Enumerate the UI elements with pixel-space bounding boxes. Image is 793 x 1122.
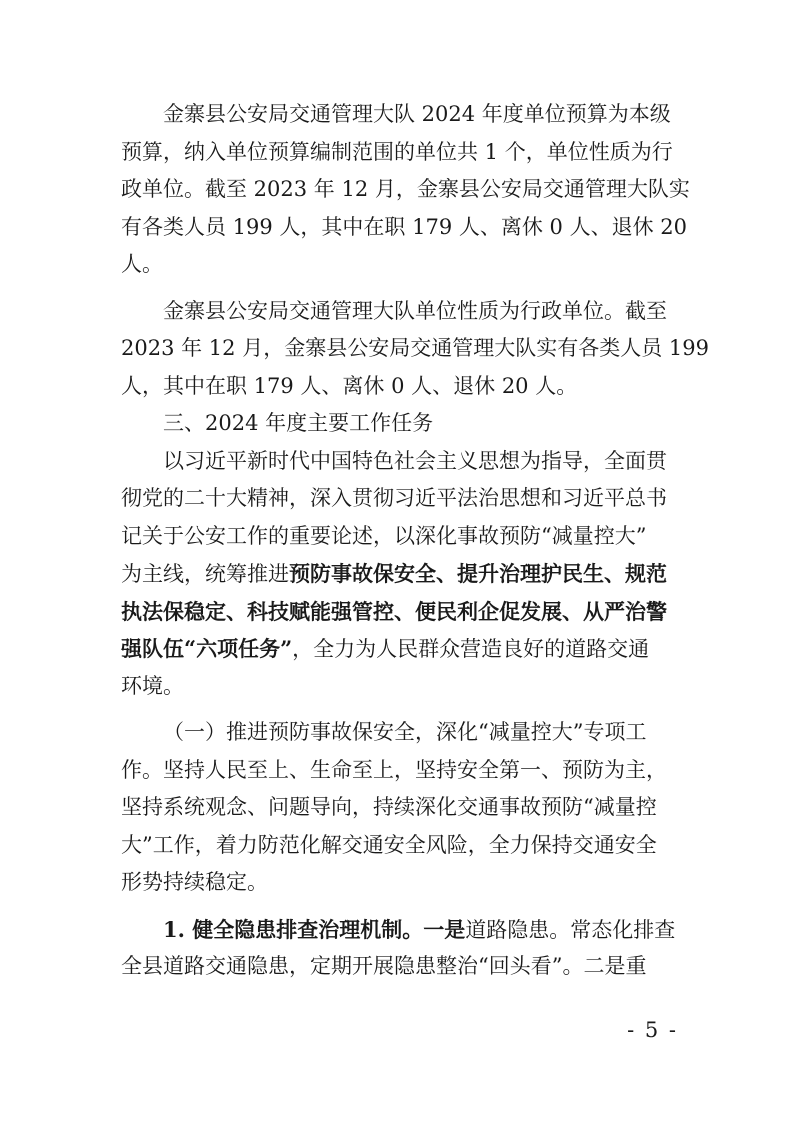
text-span: 作。坚持人民至上、生命至上，坚持安全第一、预防为主， (121, 757, 667, 782)
text-line (121, 293, 674, 331)
text-line (121, 948, 674, 986)
text-line (121, 330, 709, 368)
text-span: 全县道路交通隐患，定期开展隐患整治“回头看”。二是重 (121, 954, 647, 978)
text-line (121, 714, 674, 752)
text-span: 道路隐患。常态化排查 (465, 917, 676, 942)
text-span: 金寨县公安局交通管理大队 2024 年度单位预算为本级 (163, 102, 671, 126)
text-span: 2023 年 12 月，金寨县公安局交通管理大队实有各类人员 199 (121, 336, 709, 360)
page-number: - 5 - (627, 1018, 678, 1042)
text-span: 人，其中在职 179 人、离休 0 人、退休 20 人。 (121, 373, 578, 398)
bold-text-span: 强队伍“六项任务” (121, 636, 293, 661)
text-span: 记关于公安工作的重要论述，以深化事故预防“减量控大” (121, 523, 647, 548)
bold-text-span: 执法保稳定、科技赋能强管控、便民利企促发展、从严治警 (121, 598, 667, 624)
text-line (121, 593, 674, 631)
text-line (121, 555, 674, 593)
text-span: 人。 (121, 252, 163, 276)
text-line (121, 171, 690, 209)
text-line (121, 518, 674, 556)
text-line (121, 368, 674, 406)
text-line (121, 209, 687, 247)
paragraph-unit-nature (121, 293, 709, 406)
paragraph-budget-overview (121, 96, 690, 284)
page-content (121, 96, 709, 986)
text-line (121, 480, 674, 518)
paragraph-hazard-mechanism (121, 911, 674, 986)
text-span: 有各类人员 199 人，其中在职 179 人、离休 0 人、退休 20 (121, 214, 687, 239)
paragraph-accident-prevention (121, 714, 674, 902)
text-line (121, 827, 674, 865)
text-line (121, 443, 674, 481)
text-line (121, 134, 674, 172)
section-heading-main-tasks (121, 405, 674, 443)
text-line (121, 752, 674, 790)
text-line (121, 96, 674, 134)
text-span: 形势持续稳定。 (121, 870, 268, 894)
text-span: 政单位。截至 2023 年 12 月，金寨县公安局交通管理大队实 (121, 177, 690, 201)
text-line (121, 630, 674, 668)
text-line (121, 246, 674, 284)
text-span: 大”工作，着力防范化解交通安全风险，全力保持交通安全 (121, 832, 657, 857)
text-span: 预算，纳入单位预算编制范围的单位共 1 个，单位性质为行 (121, 139, 673, 164)
text-line (121, 864, 674, 902)
text-span: （一）推进预防事故保安全，深化“减量控大”专项工 (163, 720, 647, 744)
text-line (121, 911, 674, 949)
text-span: 坚持系统观念、问题导向，持续深化交通事故预防“减量控 (121, 795, 657, 819)
text-span: 金寨县公安局交通管理大队单位性质为行政单位。截至 (163, 298, 667, 323)
heading-text: 三、2024 年度主要工作任务 (163, 411, 434, 435)
bold-text-span: 预防事故保安全、提升治理护民生、规范 (289, 561, 667, 586)
bold-text-span: 一是 (423, 916, 466, 942)
text-span: 彻党的二十大精神，深入贯彻习近平法治思想和习近平总书 (121, 486, 667, 510)
text-line (121, 668, 674, 706)
bold-text-span: 1. 健全隐患排查治理机制。 (163, 916, 424, 942)
text-span: 为主线，统筹推进 (121, 562, 289, 586)
text-span: ，全力为人民群众营造良好的道路交通 (292, 637, 650, 661)
text-line (121, 789, 674, 827)
text-span: 环境。 (121, 673, 184, 698)
paragraph-guiding-thought (121, 443, 674, 706)
text-span: 以习近平新时代中国特色社会主义思想为指导，全面贯 (163, 448, 667, 473)
